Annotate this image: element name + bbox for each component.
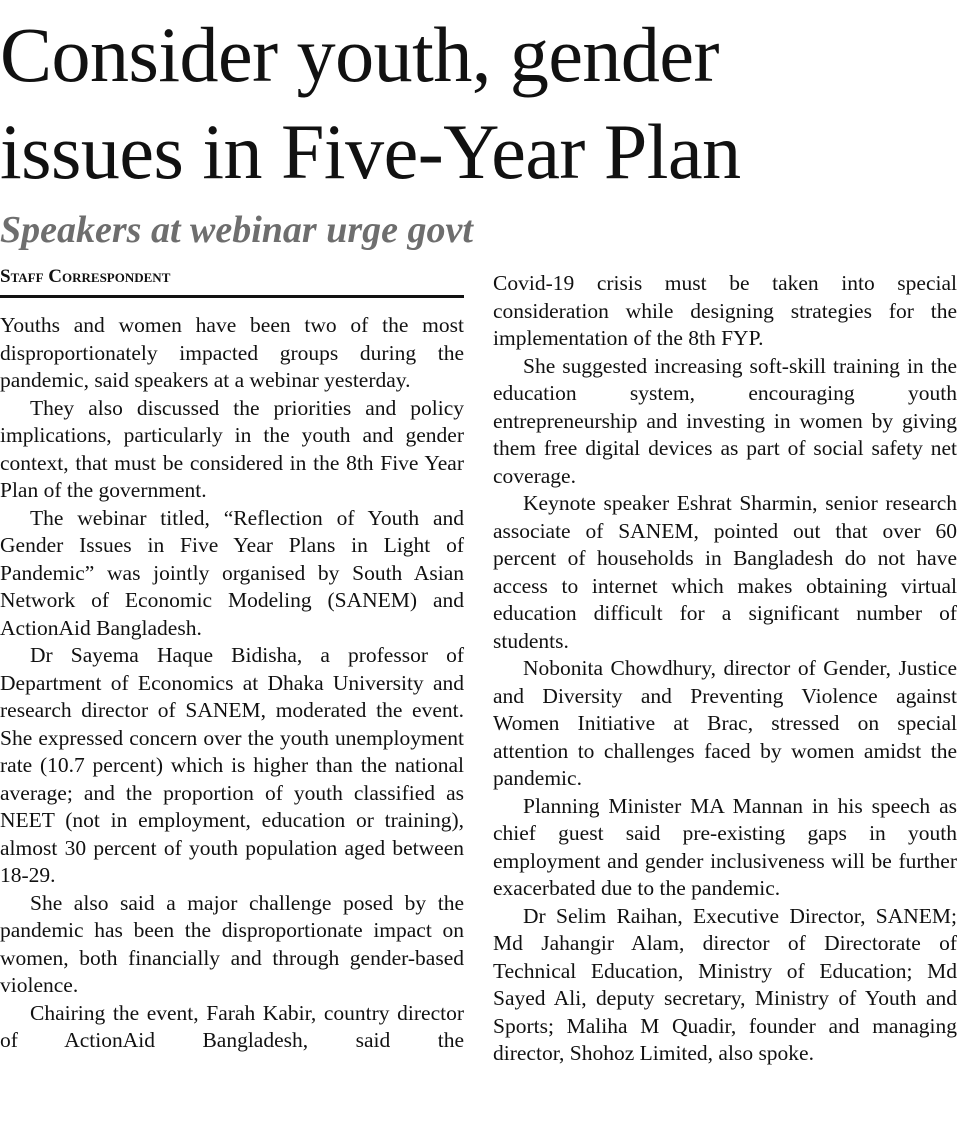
- article-column-right: [493, 270, 957, 1068]
- paragraph-continued: Covid-19 crisis must be taken into special consideration while designing strategies for the implementation of the 8th FYP.: [493, 271, 957, 350]
- headline-line-1: Consider youth, gender: [0, 11, 720, 98]
- paragraph: Keynote speaker Eshrat Sharmin, senior research associate of SANEM, pointed out that over 60 percent of households in Bangladesh do not have access to internet which makes obtaining virtual education difficult for a significant number of students.: [493, 491, 957, 653]
- paragraph: Nobonita Chowdhury, director of Gender, Justice and Diversity and Preventing Violence against Women Initiative at Brac, stressed on special attention to challenges faced by women amidst the pandemic.: [493, 656, 957, 790]
- paragraph: The webinar titled, “Reflection of Youth and Gender Issues in Five Year Plans in Light of Pandemic” was jointly organised by South Asian Network of Economic Modeling (SANEM) and ActionAid Bangladesh.: [0, 505, 464, 640]
- paragraph: Youths and women have been two of the most disproportionately impacted groups during the pandemic, said speakers at a webinar yesterday.: [0, 313, 464, 392]
- paragraph: She suggested increasing soft-skill training in the education system, encouraging youth entrepreneurship and investing in women by giving them free digital devices as part of social safety net coverage.: [493, 353, 957, 488]
- paragraph: She also said a major challenge posed by the pandemic has been the disproportionate impact on women, both financially and through gender-based violence.: [0, 890, 464, 997]
- byline: Staff Correspondent: [0, 265, 464, 298]
- paragraph: They also discussed the priorities and policy implications, particularly in the youth and gender context, that must be considered in the 8th Five Year Plan of the government.: [0, 395, 464, 502]
- article-column-left: [0, 312, 464, 1055]
- paragraph: Chairing the event, Farah Kabir, country director of ActionAid Bangladesh, said the: [0, 1000, 464, 1052]
- headline: [0, 6, 957, 200]
- subheadline: Speakers at webinar urge govt: [0, 209, 473, 251]
- paragraph: Dr Sayema Haque Bidisha, a professor of Department of Economics at Dhaka University and research director of SANEM, moderated the event. She expressed concern over the youth unemployment rate (10.7 percent) which is higher than the national average; and the proportion of youth classified as NEET (not in employment, education or training), almost 30 percent of youth population aged between 18-29.: [0, 643, 464, 887]
- headline-line-2: issues in Five-Year Plan: [0, 108, 741, 195]
- paragraph: Dr Selim Raihan, Executive Director, SANEM; Md Jahangir Alam, director of Directorate of Technical Education, Ministry of Education; Md Sayed Ali, deputy secretary, Ministry of Youth and Sports; Maliha M Quadir, founder and managing director, Shohoz Limited, also spoke.: [493, 903, 957, 1065]
- paragraph: Planning Minister MA Mannan in his speech as chief guest said pre-existing gaps in youth employment and gender inclusiveness will be further exacerbated due to the pandemic.: [493, 793, 957, 900]
